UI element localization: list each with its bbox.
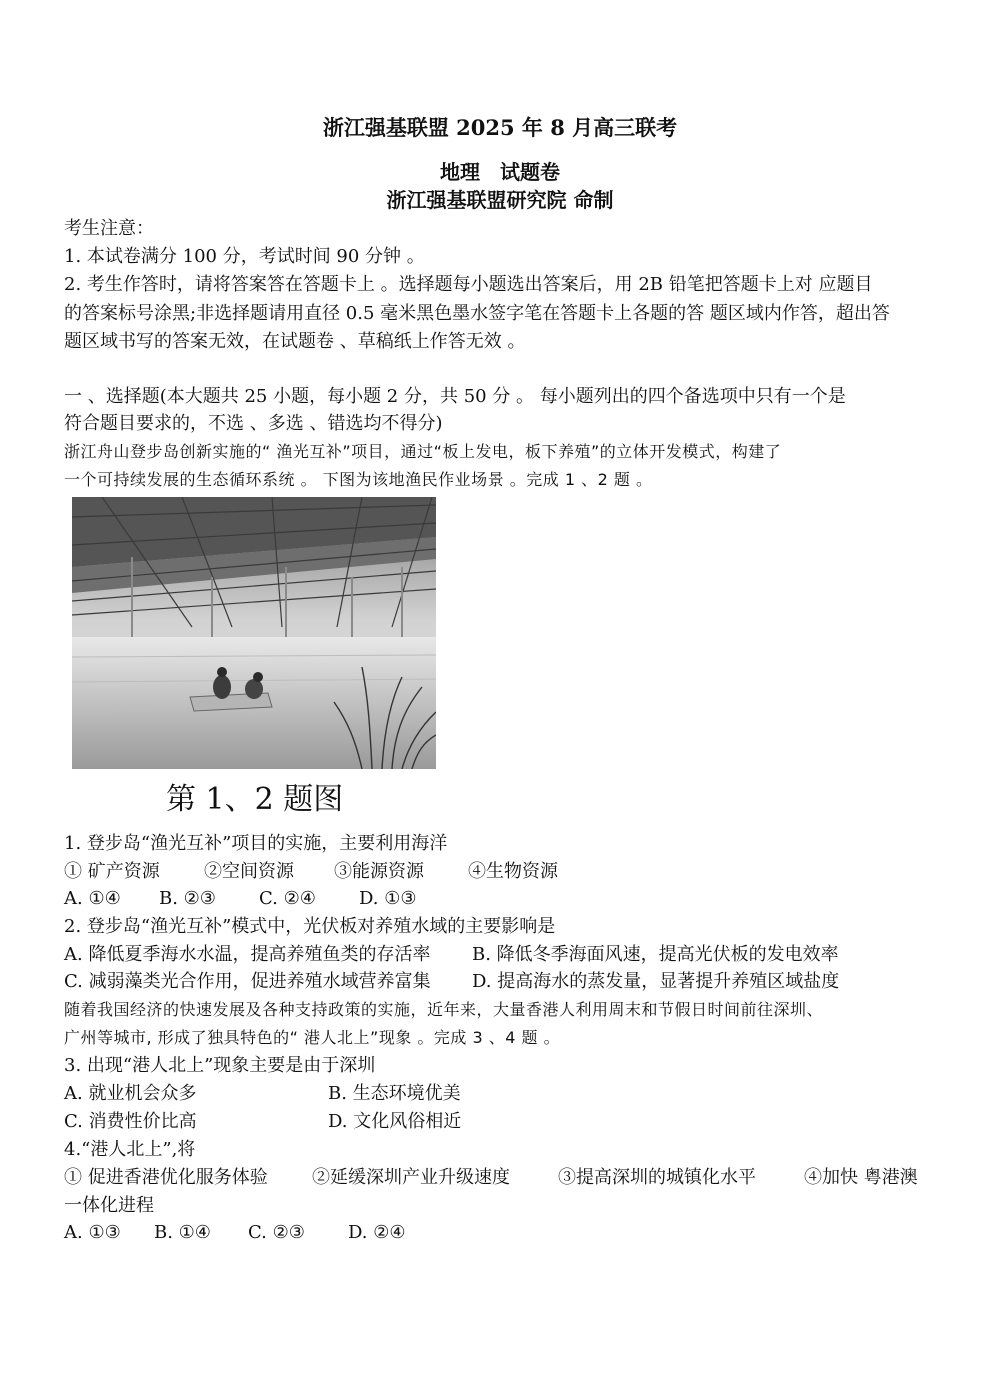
q3-option-b: B. 生态环境优美 xyxy=(328,1083,461,1104)
material-2-line-2: 广州等城市, 形成了独具特色的“ 港人北上”现象 。完成 3 、4 题 。 xyxy=(64,1028,561,1047)
q1-item: ②空间资源 xyxy=(204,861,294,882)
q2-option-b: B. 降低冬季海面风速，提高光伏板的发电效率 xyxy=(472,944,839,965)
q4-stem: 4.“港人北上”,将 xyxy=(64,1139,196,1160)
material-1-line-1: 浙江舟山登步岛创新实施的“ 渔光互补”项目，通过“板上发电，板下养殖”的立体开发模式，构建了 xyxy=(64,442,782,461)
q4-choice: C. ②③ xyxy=(248,1222,305,1243)
maker-line: 浙江强基联盟研究院 命制 xyxy=(386,188,614,212)
q1-item: ④生物资源 xyxy=(468,861,558,882)
q4-item: ④加快 粤港澳 xyxy=(804,1167,918,1188)
q1-choice: D. ①③ xyxy=(359,888,417,909)
q1-choices xyxy=(64,887,417,911)
q4-item: ① 促进香港优化服务体验 xyxy=(64,1167,268,1188)
q4-item: ②延缓深圳产业升级速度 xyxy=(312,1167,510,1188)
q3-row-2 xyxy=(64,1110,461,1134)
figure-caption: 第 1、2 题图 xyxy=(166,782,344,817)
notice-item-2-line-3: 题区域书写的答案无效，在试题卷 、草稿纸上作答无效 。 xyxy=(64,331,526,352)
q1-stem: 1. 登步岛“渔光互补”项目的实施，主要利用海洋 xyxy=(64,833,448,854)
notice-item-2-line-2: 的答案标号涂黑;非选择题请用直径 0.5 毫米黑色墨水签字笔在答题卡上各题的答 题区域内作答，超出答 xyxy=(64,303,890,324)
q2-row-2 xyxy=(64,970,839,994)
section-heading-line-2: 符合题目要求的，不选 、多选 、错选均不得分) xyxy=(64,413,443,434)
exam-title: 浙江强基联盟 2025 年 8 月高三联考 xyxy=(322,115,678,140)
q2-option-a: A. 降低夏季海水水温，提高养殖鱼类的存活率 xyxy=(64,944,431,965)
q4-items xyxy=(64,1166,918,1190)
q4-choice: B. ①④ xyxy=(154,1222,211,1243)
q3-option-c: C. 消费性价比高 xyxy=(64,1111,197,1132)
q4-choices xyxy=(64,1221,406,1245)
q1-choice: B. ②③ xyxy=(159,888,216,909)
q3-option-d: D. 文化风俗相近 xyxy=(328,1111,462,1132)
notice-heading: 考生注意： xyxy=(64,218,154,239)
section-heading-line-1: 一 、选择题(本大题共 25 小题，每小题 2 分，共 50 分 。 每小题列出的四个备选项中只有一个是 xyxy=(64,386,846,407)
q2-option-d: D. 提高海水的蒸发量，显著提升养殖区域盐度 xyxy=(472,971,840,992)
q3-option-a: A. 就业机会众多 xyxy=(64,1083,197,1104)
notice-item-1: 1. 本试卷满分 100 分，考试时间 90 分钟 。 xyxy=(64,246,425,267)
material-2-line-1: 随着我国经济的快速发展及各种支持政策的实施，近年来，大量香港人利用周末和节假日时间前往深圳、 xyxy=(64,1000,824,1019)
q3-row-1 xyxy=(64,1082,461,1106)
q2-stem: 2. 登步岛“渔光互补”模式中，光伏板对养殖水域的主要影响是 xyxy=(64,916,556,937)
q1-choice: C. ②④ xyxy=(259,888,316,909)
q2-row-1 xyxy=(64,943,839,967)
q4-choice: D. ②④ xyxy=(348,1222,406,1243)
notice-item-2-line-1: 2. 考生作答时，请将答案答在答题卡上 。选择题每小题选出答案后，用 2B 铅笔把答题卡上对 应题目 xyxy=(64,274,873,295)
q3-stem: 3. 出现“港人北上”现象主要是由于深圳 xyxy=(64,1055,376,1076)
q1-item: ③能源资源 xyxy=(334,861,424,882)
q2-option-c: C. 减弱藻类光合作用，促进养殖水域营养富集 xyxy=(64,971,431,992)
q1-items xyxy=(64,860,558,884)
q1-item: ① 矿产资源 xyxy=(64,861,160,882)
q1-choice: A. ①④ xyxy=(64,888,121,909)
q4-item: ③提高深圳的城镇化水平 xyxy=(558,1167,756,1188)
q4-items-line-2: 一体化进程 xyxy=(64,1195,154,1216)
q4-choice: A. ①③ xyxy=(64,1222,121,1243)
fishery-photo xyxy=(72,497,436,769)
material-1-line-2: 一个可持续发展的生态循环系统 。 下图为该地渔民作业场景 。完成 1 、2 题 。 xyxy=(64,470,653,489)
subject-title: 地理 试题卷 xyxy=(440,160,560,184)
